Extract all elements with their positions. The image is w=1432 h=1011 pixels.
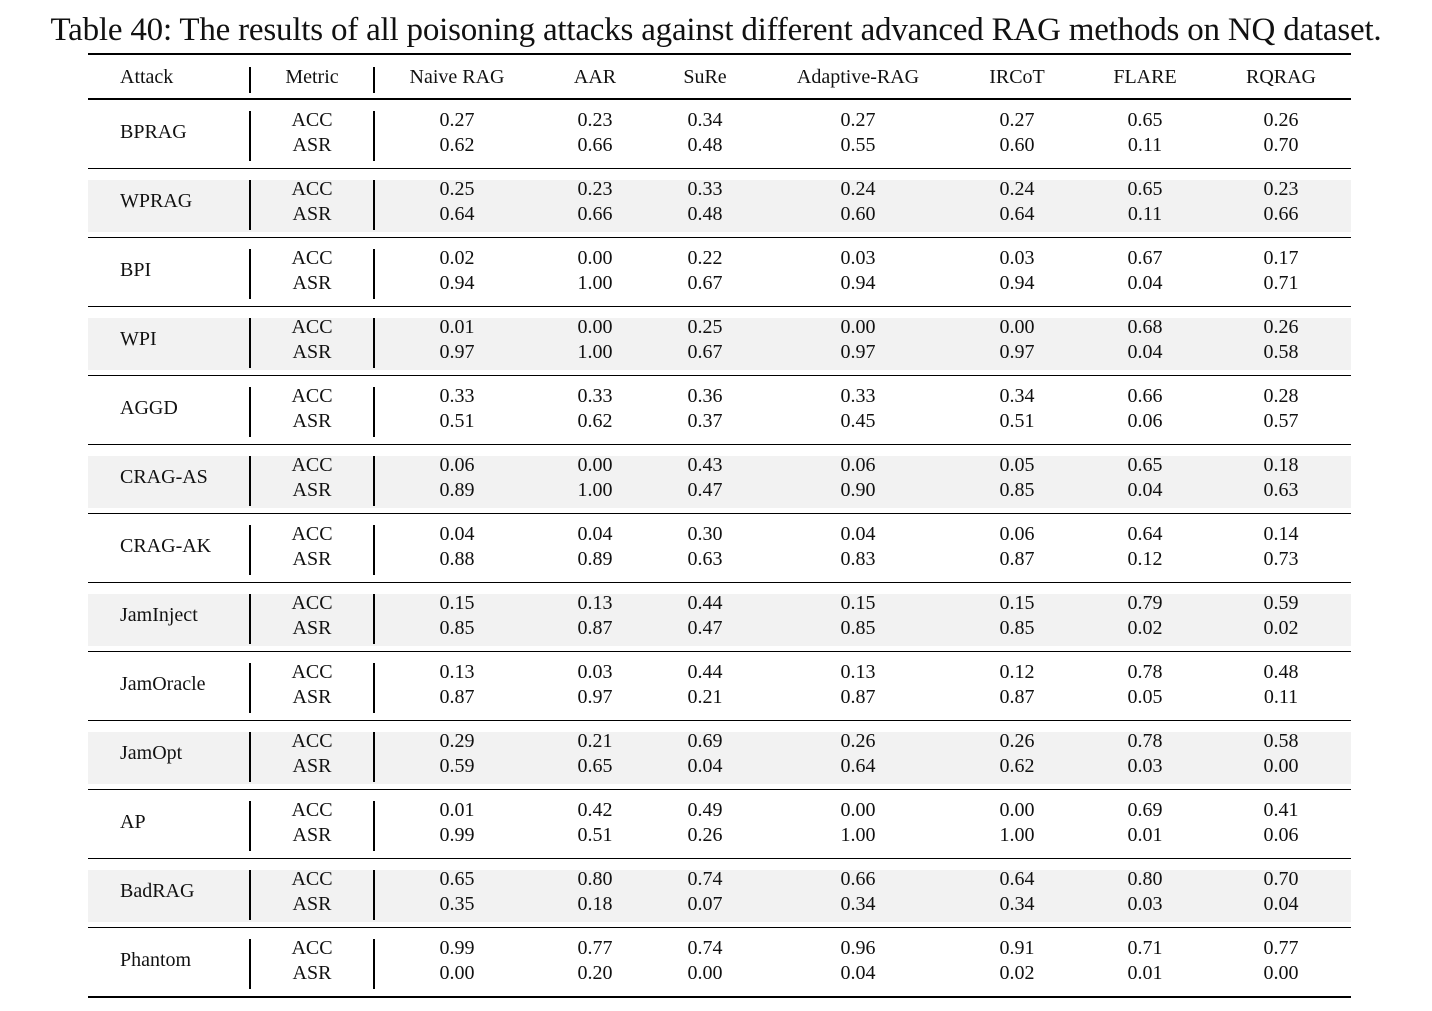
table-bottom-rule <box>88 996 1351 998</box>
metric-asr-label: ASR <box>292 548 332 570</box>
acc-value: 0.23 <box>1263 178 1299 200</box>
metric-asr-label: ASR <box>292 686 332 708</box>
metric-acc-label: ACC <box>291 868 333 890</box>
acc-value: 0.00 <box>577 316 613 338</box>
metric-asr-label: ASR <box>292 962 332 984</box>
attack-name: BadRAG <box>120 880 195 902</box>
acc-value: 0.80 <box>577 868 613 890</box>
column-divider <box>373 180 375 230</box>
asr-value: 0.87 <box>840 686 876 708</box>
acc-value: 0.24 <box>840 178 876 200</box>
acc-value: 0.06 <box>840 454 876 476</box>
column-divider <box>373 387 375 437</box>
acc-value: 0.77 <box>1263 937 1299 959</box>
asr-value: 0.18 <box>577 893 613 915</box>
acc-value: 0.23 <box>577 178 613 200</box>
asr-value: 0.97 <box>577 686 613 708</box>
asr-value: 0.85 <box>999 479 1035 501</box>
asr-value: 0.66 <box>577 203 613 225</box>
metric-asr-label: ASR <box>292 755 332 777</box>
header-divider <box>373 67 375 93</box>
table-row-group <box>88 928 1351 997</box>
attack-name: WPI <box>120 328 157 350</box>
asr-value: 0.21 <box>687 686 723 708</box>
asr-value: 0.35 <box>439 893 475 915</box>
acc-value: 0.68 <box>1127 316 1163 338</box>
metric-acc-label: ACC <box>291 385 333 407</box>
asr-value: 0.00 <box>687 962 723 984</box>
metric-acc-label: ACC <box>291 661 333 683</box>
acc-value: 0.14 <box>1263 523 1299 545</box>
asr-value: 0.12 <box>1127 548 1163 570</box>
asr-value: 0.85 <box>439 617 475 639</box>
metric-acc-label: ACC <box>291 799 333 821</box>
asr-value: 1.00 <box>577 341 613 363</box>
acc-value: 0.22 <box>687 247 723 269</box>
asr-value: 0.11 <box>1127 203 1163 225</box>
asr-value: 0.11 <box>1127 134 1163 156</box>
header-divider <box>249 67 251 93</box>
acc-value: 0.04 <box>577 523 613 545</box>
acc-value: 0.79 <box>1127 592 1163 614</box>
table-row-group <box>88 238 1351 307</box>
acc-value: 0.33 <box>840 385 876 407</box>
asr-value: 0.58 <box>1263 341 1299 363</box>
acc-value: 0.65 <box>1127 178 1163 200</box>
acc-value: 0.78 <box>1127 661 1163 683</box>
asr-value: 0.51 <box>577 824 613 846</box>
asr-value: 0.00 <box>1263 962 1299 984</box>
acc-value: 0.71 <box>1127 937 1163 959</box>
asr-value: 0.26 <box>687 824 723 846</box>
asr-value: 0.64 <box>840 755 876 777</box>
asr-value: 0.67 <box>687 272 723 294</box>
acc-value: 0.25 <box>439 178 475 200</box>
asr-value: 0.67 <box>687 341 723 363</box>
acc-value: 0.18 <box>1263 454 1299 476</box>
column-divider <box>373 111 375 161</box>
acc-value: 0.74 <box>687 937 723 959</box>
metric-asr-label: ASR <box>292 479 332 501</box>
attack-name: JamOpt <box>120 742 183 764</box>
acc-value: 0.66 <box>1127 385 1163 407</box>
attack-name: AGGD <box>120 397 178 419</box>
metric-asr-label: ASR <box>292 893 332 915</box>
header-aar: AAR <box>573 66 617 88</box>
asr-value: 0.04 <box>840 962 876 984</box>
asr-value: 0.55 <box>840 134 876 156</box>
table-row-group <box>88 514 1351 583</box>
asr-value: 0.71 <box>1263 272 1299 294</box>
acc-value: 0.27 <box>840 109 876 131</box>
column-divider <box>249 594 251 644</box>
asr-value: 0.06 <box>1263 824 1299 846</box>
asr-value: 0.04 <box>1263 893 1299 915</box>
table-row-group <box>88 859 1351 928</box>
asr-value: 0.00 <box>439 962 475 984</box>
acc-value: 0.05 <box>999 454 1035 476</box>
acc-value: 0.29 <box>439 730 475 752</box>
acc-value: 0.04 <box>840 523 876 545</box>
metric-asr-label: ASR <box>292 617 332 639</box>
asr-value: 0.87 <box>999 686 1035 708</box>
asr-value: 0.04 <box>687 755 723 777</box>
asr-value: 0.04 <box>1127 341 1163 363</box>
asr-value: 0.87 <box>439 686 475 708</box>
asr-value: 0.89 <box>439 479 475 501</box>
asr-value: 0.99 <box>439 824 475 846</box>
asr-value: 0.65 <box>577 755 613 777</box>
asr-value: 0.97 <box>840 341 876 363</box>
acc-value: 0.65 <box>1127 454 1163 476</box>
asr-value: 0.90 <box>840 479 876 501</box>
acc-value: 0.70 <box>1263 868 1299 890</box>
asr-value: 0.06 <box>1127 410 1163 432</box>
header-adaptive-rag: Adaptive-RAG <box>796 66 920 88</box>
acc-value: 0.00 <box>999 316 1035 338</box>
acc-value: 0.00 <box>577 247 613 269</box>
metric-acc-label: ACC <box>291 316 333 338</box>
column-divider <box>249 663 251 713</box>
acc-value: 0.43 <box>687 454 723 476</box>
asr-value: 0.05 <box>1127 686 1163 708</box>
asr-value: 1.00 <box>840 824 876 846</box>
acc-value: 0.44 <box>687 592 723 614</box>
table-row-group <box>88 100 1351 169</box>
column-divider <box>249 180 251 230</box>
acc-value: 0.15 <box>840 592 876 614</box>
acc-value: 0.06 <box>999 523 1035 545</box>
column-divider <box>249 870 251 920</box>
asr-value: 0.73 <box>1263 548 1299 570</box>
asr-value: 0.87 <box>577 617 613 639</box>
acc-value: 0.27 <box>999 109 1035 131</box>
asr-value: 0.87 <box>999 548 1035 570</box>
acc-value: 0.33 <box>577 385 613 407</box>
acc-value: 0.17 <box>1263 247 1299 269</box>
asr-value: 1.00 <box>577 272 613 294</box>
acc-value: 0.01 <box>439 316 475 338</box>
column-divider <box>373 249 375 299</box>
table-row-group <box>88 583 1351 652</box>
column-divider <box>249 387 251 437</box>
acc-value: 0.99 <box>439 937 475 959</box>
acc-value: 0.26 <box>840 730 876 752</box>
column-divider <box>249 801 251 851</box>
metric-acc-label: ACC <box>291 523 333 545</box>
acc-value: 0.21 <box>577 730 613 752</box>
header-sure: SuRe <box>683 66 727 88</box>
asr-value: 0.02 <box>999 962 1035 984</box>
asr-value: 0.66 <box>577 134 613 156</box>
table-header <box>88 55 1351 99</box>
asr-value: 0.94 <box>439 272 475 294</box>
acc-value: 0.00 <box>840 799 876 821</box>
acc-value: 0.12 <box>999 661 1035 683</box>
asr-value: 0.51 <box>999 410 1035 432</box>
asr-value: 0.51 <box>439 410 475 432</box>
acc-value: 0.34 <box>999 385 1035 407</box>
asr-value: 0.63 <box>1263 479 1299 501</box>
asr-value: 0.45 <box>840 410 876 432</box>
asr-value: 0.89 <box>577 548 613 570</box>
attack-name: BPRAG <box>120 121 187 143</box>
metric-asr-label: ASR <box>292 272 332 294</box>
asr-value: 0.66 <box>1263 203 1299 225</box>
acc-value: 0.74 <box>687 868 723 890</box>
acc-value: 0.13 <box>577 592 613 614</box>
asr-value: 0.60 <box>999 134 1035 156</box>
acc-value: 0.06 <box>439 454 475 476</box>
acc-value: 0.34 <box>687 109 723 131</box>
acc-value: 0.00 <box>999 799 1035 821</box>
metric-acc-label: ACC <box>291 730 333 752</box>
acc-value: 0.15 <box>439 592 475 614</box>
asr-value: 0.88 <box>439 548 475 570</box>
column-divider <box>249 249 251 299</box>
column-divider <box>373 870 375 920</box>
header-rqrag: RQRAG <box>1245 66 1317 88</box>
asr-value: 0.34 <box>840 893 876 915</box>
asr-value: 0.97 <box>439 341 475 363</box>
acc-value: 0.00 <box>840 316 876 338</box>
column-divider <box>373 456 375 506</box>
asr-value: 0.34 <box>999 893 1035 915</box>
metric-asr-label: ASR <box>292 824 332 846</box>
metric-acc-label: ACC <box>291 937 333 959</box>
asr-value: 0.00 <box>1263 755 1299 777</box>
attack-name: JamInject <box>120 604 198 626</box>
acc-value: 0.66 <box>840 868 876 890</box>
column-divider <box>373 318 375 368</box>
acc-value: 0.67 <box>1127 247 1163 269</box>
acc-value: 0.23 <box>577 109 613 131</box>
attack-name: Phantom <box>120 949 192 971</box>
column-divider <box>249 939 251 989</box>
column-divider <box>373 939 375 989</box>
asr-value: 1.00 <box>577 479 613 501</box>
acc-value: 0.78 <box>1127 730 1163 752</box>
metric-asr-label: ASR <box>292 203 332 225</box>
acc-value: 0.69 <box>687 730 723 752</box>
asr-value: 0.37 <box>687 410 723 432</box>
asr-value: 0.57 <box>1263 410 1299 432</box>
attack-name: AP <box>120 811 146 833</box>
acc-value: 0.91 <box>999 937 1035 959</box>
column-divider <box>249 318 251 368</box>
table-row-group <box>88 307 1351 376</box>
acc-value: 0.36 <box>687 385 723 407</box>
acc-value: 0.80 <box>1127 868 1163 890</box>
asr-value: 0.47 <box>687 617 723 639</box>
column-divider <box>373 663 375 713</box>
table-row-group <box>88 721 1351 790</box>
header-attack: Attack <box>120 66 174 88</box>
asr-value: 0.97 <box>999 341 1035 363</box>
attack-name: CRAG-AS <box>120 466 208 488</box>
asr-value: 0.48 <box>687 203 723 225</box>
asr-value: 0.03 <box>1127 893 1163 915</box>
column-divider <box>373 732 375 782</box>
attack-name: CRAG-AK <box>120 535 212 557</box>
table-caption: Table 40: The results of all poisoning attacks against different advanced RAG methods on NQ dataset. <box>50 12 1382 48</box>
acc-value: 0.96 <box>840 937 876 959</box>
table-row-group <box>88 445 1351 514</box>
asr-value: 0.02 <box>1127 617 1163 639</box>
column-divider <box>249 111 251 161</box>
acc-value: 0.64 <box>999 868 1035 890</box>
table-row-group <box>88 652 1351 721</box>
acc-value: 0.15 <box>999 592 1035 614</box>
column-divider <box>373 801 375 851</box>
acc-value: 0.03 <box>840 247 876 269</box>
acc-value: 0.02 <box>439 247 475 269</box>
acc-value: 0.24 <box>999 178 1035 200</box>
acc-value: 0.41 <box>1263 799 1299 821</box>
metric-acc-label: ACC <box>291 247 333 269</box>
asr-value: 0.59 <box>439 755 475 777</box>
header-flare: FLARE <box>1113 66 1177 88</box>
asr-value: 0.62 <box>577 410 613 432</box>
attack-name: WPRAG <box>120 190 193 212</box>
acc-value: 0.26 <box>1263 316 1299 338</box>
asr-value: 0.07 <box>687 893 723 915</box>
table-row-group <box>88 169 1351 238</box>
acc-value: 0.28 <box>1263 385 1299 407</box>
acc-value: 0.30 <box>687 523 723 545</box>
column-divider <box>249 732 251 782</box>
column-divider <box>373 594 375 644</box>
asr-value: 0.94 <box>840 272 876 294</box>
acc-value: 0.26 <box>1263 109 1299 131</box>
acc-value: 0.64 <box>1127 523 1163 545</box>
acc-value: 0.58 <box>1263 730 1299 752</box>
table-row-group <box>88 376 1351 445</box>
acc-value: 0.48 <box>1263 661 1299 683</box>
acc-value: 0.77 <box>577 937 613 959</box>
acc-value: 0.33 <box>439 385 475 407</box>
metric-acc-label: ACC <box>291 454 333 476</box>
acc-value: 0.59 <box>1263 592 1299 614</box>
acc-value: 0.65 <box>1127 109 1163 131</box>
asr-value: 0.03 <box>1127 755 1163 777</box>
metric-acc-label: ACC <box>291 592 333 614</box>
column-divider <box>249 456 251 506</box>
metric-asr-label: ASR <box>292 134 332 156</box>
asr-value: 0.47 <box>687 479 723 501</box>
metric-acc-label: ACC <box>291 178 333 200</box>
asr-value: 0.94 <box>999 272 1035 294</box>
asr-value: 1.00 <box>999 824 1035 846</box>
acc-value: 0.65 <box>439 868 475 890</box>
metric-asr-label: ASR <box>292 410 332 432</box>
asr-value: 0.11 <box>1263 686 1299 708</box>
asr-value: 0.48 <box>687 134 723 156</box>
asr-value: 0.85 <box>840 617 876 639</box>
asr-value: 0.83 <box>840 548 876 570</box>
acc-value: 0.03 <box>999 247 1035 269</box>
table-row-group <box>88 790 1351 859</box>
metric-acc-label: ACC <box>291 109 333 131</box>
acc-value: 0.27 <box>439 109 475 131</box>
asr-value: 0.60 <box>840 203 876 225</box>
asr-value: 0.62 <box>439 134 475 156</box>
asr-value: 0.04 <box>1127 272 1163 294</box>
acc-value: 0.26 <box>999 730 1035 752</box>
asr-value: 0.01 <box>1127 962 1163 984</box>
asr-value: 0.70 <box>1263 134 1299 156</box>
asr-value: 0.62 <box>999 755 1035 777</box>
asr-value: 0.63 <box>687 548 723 570</box>
asr-value: 0.64 <box>439 203 475 225</box>
asr-value: 0.04 <box>1127 479 1163 501</box>
header-naive-rag: Naive RAG <box>409 66 505 88</box>
asr-value: 0.02 <box>1263 617 1299 639</box>
column-divider <box>373 525 375 575</box>
acc-value: 0.13 <box>840 661 876 683</box>
acc-value: 0.01 <box>439 799 475 821</box>
asr-value: 0.01 <box>1127 824 1163 846</box>
attack-name: BPI <box>120 259 152 281</box>
header-ircot: IRCoT <box>989 66 1045 88</box>
acc-value: 0.44 <box>687 661 723 683</box>
asr-value: 0.20 <box>577 962 613 984</box>
acc-value: 0.03 <box>577 661 613 683</box>
acc-value: 0.25 <box>687 316 723 338</box>
acc-value: 0.13 <box>439 661 475 683</box>
metric-asr-label: ASR <box>292 341 332 363</box>
acc-value: 0.69 <box>1127 799 1163 821</box>
attack-name: JamOracle <box>120 673 206 695</box>
column-divider <box>249 525 251 575</box>
header-metric: Metric <box>285 66 339 88</box>
asr-value: 0.64 <box>999 203 1035 225</box>
asr-value: 0.85 <box>999 617 1035 639</box>
acc-value: 0.42 <box>577 799 613 821</box>
acc-value: 0.04 <box>439 523 475 545</box>
acc-value: 0.49 <box>687 799 723 821</box>
acc-value: 0.33 <box>687 178 723 200</box>
acc-value: 0.00 <box>577 454 613 476</box>
